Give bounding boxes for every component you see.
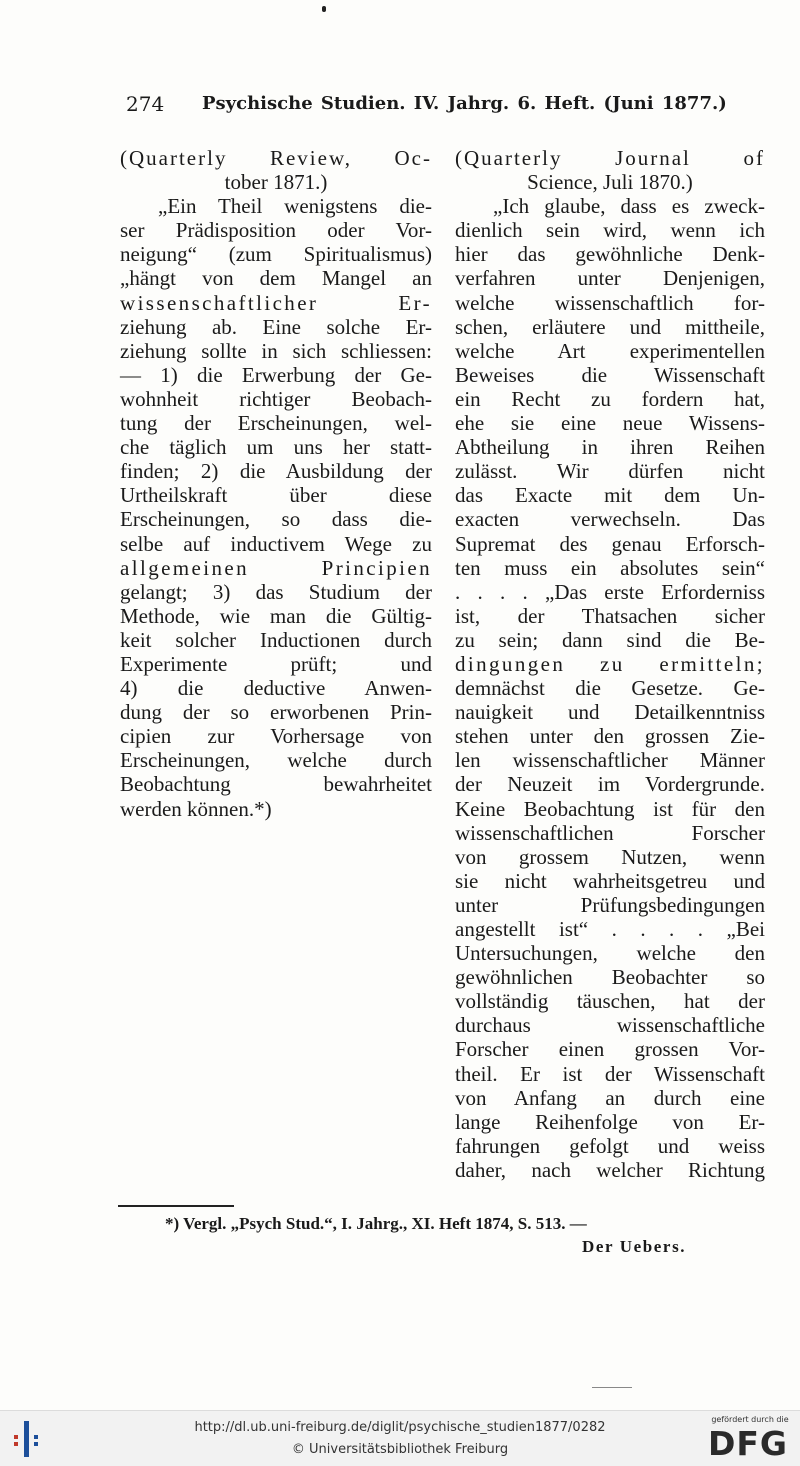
page-number: 274 — [126, 92, 165, 116]
text-line: Keine Beobachtung ist für den — [455, 796, 765, 821]
text-line: finden; 2) die Ausbildung der — [120, 459, 432, 484]
copyright-notice: © Universitätsbibliothek Freiburg — [291, 1442, 509, 1457]
text-line: che täglich um uns her statt- — [120, 435, 432, 460]
footnote-text: *) Vergl. „Psych Stud.“, I. Jahrg., XI. Heft 1874, S. 513. — — [165, 1214, 587, 1233]
text-line: Erscheinungen, so dass die- — [120, 507, 432, 532]
text-line: nauigkeit und Detailkenntniss — [455, 700, 765, 725]
text-line: wissenschaftlicher Er- — [120, 290, 432, 315]
text-line: angestellt ist“ . . . . „Bei — [455, 917, 765, 941]
text-line: zulässt. Wir dürfen nicht — [455, 459, 765, 484]
text-line: ziehung sollte in sich schliessen: — [120, 338, 432, 363]
text-line: das Exacte mit dem Un- — [455, 483, 765, 508]
text-line: len wissenschaftlicher Männer — [455, 748, 765, 773]
text-line: zu sein; dann sind die Be- — [455, 627, 765, 652]
text-line: demnächst die Gesetze. Ge- — [455, 676, 765, 701]
text-line: dung der so erworbenen Prin- — [120, 700, 432, 725]
left-column — [120, 146, 432, 821]
text-line: (Quarterly Review, Oc- — [120, 146, 432, 170]
text-line: daher, nach welcher Richtung — [455, 1157, 765, 1182]
text-line: dienlich sein wird, wenn ich — [455, 218, 765, 243]
text-line: „Ein Theil wenigstens die- — [158, 194, 432, 219]
text-line: hier das gewöhnliche Denk- — [455, 242, 765, 267]
text-line: fahrungen gefolgt und weiss — [455, 1133, 765, 1158]
text-line: keit solcher Inductionen durch — [120, 627, 432, 652]
footnote-rule — [118, 1205, 234, 1207]
text-line: dingungen zu ermitteln; — [455, 651, 765, 676]
text-line: neigung“ (zum Spiritualismus) — [120, 242, 432, 267]
text-line: tung der Erscheinungen, wel- — [120, 411, 432, 436]
text-line: Untersuchungen, welche den — [455, 941, 765, 966]
text-line: ein Recht zu fordern hat, — [455, 386, 765, 411]
text-line: cipien zur Vorhersage von — [120, 724, 432, 749]
text-line: vollständig täuschen, hat der — [455, 989, 765, 1014]
text-line: exacten verwechseln. Das — [455, 507, 765, 532]
text-line: verfahren unter Denjenigen, — [455, 266, 765, 291]
text-line: ehe sie eine neue Wissens- — [455, 411, 765, 436]
text-line: 4) die deductive Anwen- — [120, 676, 432, 701]
text-line: wissenschaftlichen Forscher — [455, 820, 765, 845]
text-line: Science, Juli 1870.) — [527, 170, 693, 195]
text-line: tober 1871.) — [224, 170, 328, 195]
ink-speck — [322, 6, 326, 12]
text-line: von Anfang an durch eine — [455, 1085, 765, 1110]
text-line: „Ich glaube, dass es zweck- — [493, 194, 765, 219]
margin-dash — [592, 1387, 632, 1388]
text-line: lange Reihenfolge von Er- — [455, 1109, 765, 1134]
text-line: Erscheinungen, welche durch — [120, 748, 432, 773]
text-line: ten muss ein absolutes sein“ — [455, 555, 765, 580]
text-line: unter Prüfungsbedingungen — [455, 892, 765, 917]
text-line: gelangt; 3) das Studium der — [120, 579, 432, 604]
text-line: Supremat des genau Erforsch- — [455, 531, 765, 556]
text-line: selbe auf inductivem Wege zu — [120, 531, 432, 556]
text-line: Beobachtung bewahrheitet — [120, 772, 432, 797]
dfg-logo: DFG — [708, 1424, 789, 1463]
text-line: theil. Er ist der Wissenschaft — [455, 1061, 765, 1086]
text-line: Abtheilung in ihren Reihen — [455, 435, 765, 460]
text-line: durchaus wissenschaftliche — [455, 1013, 765, 1038]
text-line: — 1) die Erwerbung der Ge- — [120, 362, 432, 387]
text-line: werden können.*) — [120, 796, 272, 821]
page-header — [126, 92, 727, 118]
footnote-signature: Der Uebers. — [582, 1237, 687, 1256]
text-line: sie nicht wahrheitsgetreu und — [455, 868, 765, 893]
text-line: allgemeinen Principien — [120, 555, 432, 580]
text-line: welche wissenschaftlich for- — [455, 290, 765, 315]
text-line: ist, der Thatsachen sicher — [455, 603, 765, 628]
text-line: Experimente prüft; und — [120, 651, 432, 676]
text-line: Methode, wie man die Gültig- — [120, 603, 432, 628]
text-line: „hängt von dem Mangel an — [120, 266, 432, 291]
running-title: Psychische Studien. IV. Jahrg. 6. Heft. (Juni 1877.) — [202, 93, 727, 114]
text-line: welche Art experimentellen — [455, 338, 765, 363]
text-line: . . . . „Das erste Erforderniss — [455, 579, 765, 604]
text-line: ser Prädisposition oder Vor- — [120, 218, 432, 243]
viewer-footer — [0, 1410, 800, 1466]
text-line: Urtheilskraft über diese — [120, 483, 432, 508]
permalink-url[interactable]: http://dl.ub.uni-freiburg.de/diglit/psychische_studien1877/0282 — [194, 1420, 606, 1435]
text-line: Forscher einen grossen Vor- — [455, 1037, 765, 1062]
text-line: stehen unter den grossen Zie- — [455, 724, 765, 749]
text-line: wohnheit richtiger Beobach- — [120, 386, 432, 411]
dfg-caption: gefördert durch die — [711, 1415, 789, 1424]
text-line: gewöhnlichen Beobachter so — [455, 965, 765, 990]
text-line: Beweises die Wissenschaft — [455, 362, 765, 387]
text-line: von grossem Nutzen, wenn — [455, 844, 765, 869]
text-line: (Quarterly Journal of — [455, 146, 765, 170]
text-line: ziehung ab. Eine solche Er- — [120, 314, 432, 339]
right-column — [455, 146, 765, 1182]
text-line: schen, erläutere und mittheile, — [455, 314, 765, 339]
text-line: der Neuzeit im Vordergrunde. — [455, 772, 765, 797]
